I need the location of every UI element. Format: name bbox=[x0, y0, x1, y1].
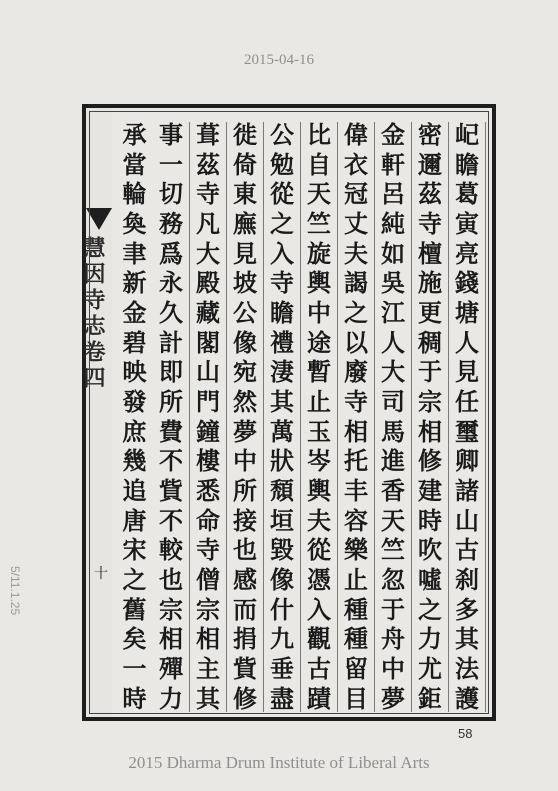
footer-watermark: 2015 Dharma Drum Institute of Liberal Arts bbox=[128, 753, 430, 772]
character: 唐 bbox=[122, 505, 147, 535]
character: 入 bbox=[270, 238, 294, 268]
text-column bbox=[412, 122, 449, 712]
character: 淒 bbox=[270, 357, 294, 387]
character: 寺 bbox=[344, 387, 368, 417]
character: 時 bbox=[122, 683, 147, 713]
character: 偉 bbox=[344, 120, 368, 149]
character: 尤 bbox=[418, 654, 442, 684]
character: 建 bbox=[418, 476, 442, 506]
character: 施 bbox=[418, 268, 442, 298]
character: 寺 bbox=[418, 209, 442, 239]
character: 映 bbox=[122, 357, 147, 387]
character: 所 bbox=[159, 387, 183, 417]
leaf-number: 十 bbox=[94, 567, 108, 582]
character: 爲 bbox=[159, 238, 183, 268]
character: 竺 bbox=[307, 209, 331, 239]
character: 金 bbox=[122, 298, 147, 328]
character: 稠 bbox=[418, 327, 442, 357]
character: 如 bbox=[381, 238, 405, 268]
character: 竺 bbox=[381, 535, 405, 565]
character: 坡 bbox=[233, 268, 257, 298]
character: 更 bbox=[418, 298, 442, 328]
character: 香 bbox=[381, 476, 405, 506]
character: 人 bbox=[381, 327, 405, 357]
character: 相 bbox=[344, 416, 368, 446]
character: 貲 bbox=[159, 476, 183, 506]
character: 丰 bbox=[344, 476, 368, 506]
character: 種 bbox=[344, 594, 368, 624]
character: 廢 bbox=[344, 357, 368, 387]
character: 邇 bbox=[418, 149, 442, 179]
character: 冠 bbox=[344, 179, 368, 209]
character: 忽 bbox=[381, 565, 405, 595]
character: 廡 bbox=[233, 209, 257, 239]
character: 馬 bbox=[381, 416, 405, 446]
character: 瞻 bbox=[270, 298, 294, 328]
character: 比 bbox=[307, 120, 331, 149]
character: 相 bbox=[159, 624, 183, 654]
character: 護 bbox=[455, 683, 479, 713]
character: 寺 bbox=[270, 268, 294, 298]
character: 幾 bbox=[122, 446, 147, 476]
character: 承 bbox=[122, 120, 147, 149]
character: 殿 bbox=[196, 268, 220, 298]
character: 自 bbox=[307, 149, 331, 179]
character: 修 bbox=[233, 683, 257, 713]
character: 碧 bbox=[122, 327, 147, 357]
character: 謁 bbox=[344, 268, 368, 298]
character: 凡 bbox=[196, 209, 220, 239]
character: 萬 bbox=[270, 416, 294, 446]
character: 于 bbox=[381, 594, 405, 624]
text-column bbox=[227, 122, 264, 712]
character: 純 bbox=[381, 209, 405, 239]
character: 以 bbox=[344, 327, 368, 357]
character: 屺 bbox=[455, 120, 479, 149]
character: 事 bbox=[159, 120, 183, 149]
character: 種 bbox=[344, 624, 368, 654]
character: 切 bbox=[159, 179, 183, 209]
character: 樓 bbox=[196, 446, 220, 476]
character: 像 bbox=[233, 327, 257, 357]
page-frame bbox=[82, 104, 496, 721]
character: 玉 bbox=[307, 416, 331, 446]
character: 進 bbox=[381, 446, 405, 476]
character: 公 bbox=[233, 298, 257, 328]
character: 也 bbox=[233, 535, 257, 565]
text-column bbox=[338, 122, 375, 712]
character: 所 bbox=[233, 476, 257, 506]
character: 吹 bbox=[418, 535, 442, 565]
character: 之 bbox=[270, 209, 294, 239]
character: 天 bbox=[381, 505, 405, 535]
text-column bbox=[153, 122, 190, 712]
character: 閣 bbox=[196, 327, 220, 357]
character: 其 bbox=[196, 683, 220, 713]
character: 東 bbox=[233, 179, 257, 209]
character: 永 bbox=[159, 268, 183, 298]
character: 密 bbox=[418, 120, 442, 149]
date-watermark: 2015-04-16 bbox=[244, 52, 314, 68]
pencil-note: 5/11.1.25 bbox=[8, 566, 22, 616]
character: 不 bbox=[159, 446, 183, 476]
character: 輿 bbox=[307, 268, 331, 298]
character: 江 bbox=[381, 298, 405, 328]
character: 軒 bbox=[381, 149, 405, 179]
character: 貲 bbox=[233, 654, 257, 684]
character: 金 bbox=[381, 120, 405, 149]
character: 途 bbox=[307, 327, 331, 357]
character: 古 bbox=[307, 654, 331, 684]
character: 殫 bbox=[159, 654, 183, 684]
character: 大 bbox=[196, 238, 220, 268]
character: 衣 bbox=[344, 149, 368, 179]
character: 吳 bbox=[381, 268, 405, 298]
character: 之 bbox=[122, 565, 147, 595]
character: 卿 bbox=[455, 446, 479, 476]
character: 瞻 bbox=[455, 149, 479, 179]
character: 宗 bbox=[196, 594, 220, 624]
character: 錢 bbox=[455, 268, 479, 298]
character: 從 bbox=[270, 179, 294, 209]
character: 鐘 bbox=[196, 416, 220, 446]
character: 夫 bbox=[307, 505, 331, 535]
character: 多 bbox=[455, 594, 479, 624]
character: 大 bbox=[381, 357, 405, 387]
character: 中 bbox=[233, 446, 257, 476]
text-column bbox=[264, 122, 301, 712]
character: 見 bbox=[455, 357, 479, 387]
character: 勉 bbox=[270, 149, 294, 179]
character: 檀 bbox=[418, 238, 442, 268]
character: 宋 bbox=[122, 535, 147, 565]
character: 夢 bbox=[381, 683, 405, 713]
character: 見 bbox=[233, 238, 257, 268]
character: 觀 bbox=[307, 624, 331, 654]
character: 舊 bbox=[122, 594, 147, 624]
character: 較 bbox=[159, 535, 183, 565]
character: 計 bbox=[159, 327, 183, 357]
character: 新 bbox=[122, 268, 147, 298]
character: 垂 bbox=[270, 654, 294, 684]
character: 寺 bbox=[196, 179, 220, 209]
character: 中 bbox=[381, 654, 405, 684]
character: 當 bbox=[122, 149, 147, 179]
character: 力 bbox=[418, 624, 442, 654]
character: 容 bbox=[344, 505, 368, 535]
text-column bbox=[301, 122, 338, 712]
character: 之 bbox=[344, 298, 368, 328]
character: 刹 bbox=[455, 565, 479, 595]
character: 宛 bbox=[233, 357, 257, 387]
text-column bbox=[375, 122, 412, 712]
character: 目 bbox=[344, 683, 368, 713]
character: 宗 bbox=[159, 594, 183, 624]
character: 從 bbox=[307, 535, 331, 565]
character: 相 bbox=[418, 416, 442, 446]
character: 止 bbox=[307, 387, 331, 417]
character: 璽 bbox=[455, 416, 479, 446]
character: 一 bbox=[122, 654, 147, 684]
character: 輿 bbox=[307, 476, 331, 506]
character: 門 bbox=[196, 387, 220, 417]
character: 茲 bbox=[418, 179, 442, 209]
character: 樂 bbox=[344, 535, 368, 565]
character: 諸 bbox=[455, 476, 479, 506]
character: 倚 bbox=[233, 149, 257, 179]
volume-title: 慧因寺志卷四 bbox=[80, 236, 106, 392]
character: 憑 bbox=[307, 565, 331, 595]
margin-column bbox=[80, 108, 112, 717]
character: 聿 bbox=[122, 238, 147, 268]
character: 之 bbox=[418, 594, 442, 624]
character: 亮 bbox=[455, 238, 479, 268]
character: 修 bbox=[418, 446, 442, 476]
character: 中 bbox=[307, 298, 331, 328]
character: 而 bbox=[233, 594, 257, 624]
text-column bbox=[190, 122, 227, 712]
character: 悉 bbox=[196, 476, 220, 506]
character: 葛 bbox=[455, 179, 479, 209]
character: 宗 bbox=[418, 387, 442, 417]
character: 盡 bbox=[270, 683, 294, 713]
character: 蹟 bbox=[307, 683, 331, 713]
character: 輪 bbox=[122, 179, 147, 209]
character: 命 bbox=[196, 505, 220, 535]
character: 即 bbox=[159, 357, 183, 387]
text-column bbox=[449, 122, 486, 712]
character: 發 bbox=[122, 387, 147, 417]
character: 接 bbox=[233, 505, 257, 535]
character: 岑 bbox=[307, 446, 331, 476]
character: 頹 bbox=[270, 476, 294, 506]
character: 茲 bbox=[196, 149, 220, 179]
character: 垣 bbox=[270, 505, 294, 535]
character: 于 bbox=[418, 357, 442, 387]
character: 舟 bbox=[381, 624, 405, 654]
character: 久 bbox=[159, 298, 183, 328]
character: 天 bbox=[307, 179, 331, 209]
character: 其 bbox=[270, 387, 294, 417]
character: 人 bbox=[455, 327, 479, 357]
character: 丈 bbox=[344, 209, 368, 239]
character: 入 bbox=[307, 594, 331, 624]
character: 司 bbox=[381, 387, 405, 417]
character: 追 bbox=[122, 476, 147, 506]
character: 徙 bbox=[233, 120, 257, 149]
character: 費 bbox=[159, 416, 183, 446]
character: 矣 bbox=[122, 624, 147, 654]
text-column bbox=[116, 122, 153, 712]
title-marker-icon bbox=[86, 208, 112, 230]
character: 務 bbox=[159, 209, 183, 239]
character: 像 bbox=[270, 565, 294, 595]
character: 奐 bbox=[122, 209, 147, 239]
character: 公 bbox=[270, 120, 294, 149]
character: 夫 bbox=[344, 238, 368, 268]
character: 九 bbox=[270, 624, 294, 654]
character: 夢 bbox=[233, 416, 257, 446]
character: 一 bbox=[159, 149, 183, 179]
character: 力 bbox=[159, 683, 183, 713]
character: 古 bbox=[455, 535, 479, 565]
character: 塘 bbox=[455, 298, 479, 328]
character: 感 bbox=[233, 565, 257, 595]
character: 然 bbox=[233, 387, 257, 417]
character: 相 bbox=[196, 624, 220, 654]
character: 葺 bbox=[196, 120, 220, 149]
character: 庶 bbox=[122, 416, 147, 446]
character: 止 bbox=[344, 565, 368, 595]
character: 寅 bbox=[455, 209, 479, 239]
character: 藏 bbox=[196, 298, 220, 328]
character: 旋 bbox=[307, 238, 331, 268]
character: 托 bbox=[344, 446, 368, 476]
character: 山 bbox=[196, 357, 220, 387]
character: 山 bbox=[455, 505, 479, 535]
character: 鉅 bbox=[418, 683, 442, 713]
character: 其 bbox=[455, 624, 479, 654]
character: 留 bbox=[344, 654, 368, 684]
character: 什 bbox=[270, 594, 294, 624]
character: 任 bbox=[455, 387, 479, 417]
character: 也 bbox=[159, 565, 183, 595]
character: 禮 bbox=[270, 327, 294, 357]
character: 捐 bbox=[233, 624, 257, 654]
character: 不 bbox=[159, 505, 183, 535]
character: 法 bbox=[455, 654, 479, 684]
character: 毀 bbox=[270, 535, 294, 565]
character: 寺 bbox=[196, 535, 220, 565]
character: 僧 bbox=[196, 565, 220, 595]
page-number: 58 bbox=[458, 726, 473, 741]
character: 狀 bbox=[270, 446, 294, 476]
character: 暫 bbox=[307, 357, 331, 387]
character: 時 bbox=[418, 505, 442, 535]
character: 主 bbox=[196, 654, 220, 684]
character: 呂 bbox=[381, 179, 405, 209]
character: 噓 bbox=[418, 565, 442, 595]
